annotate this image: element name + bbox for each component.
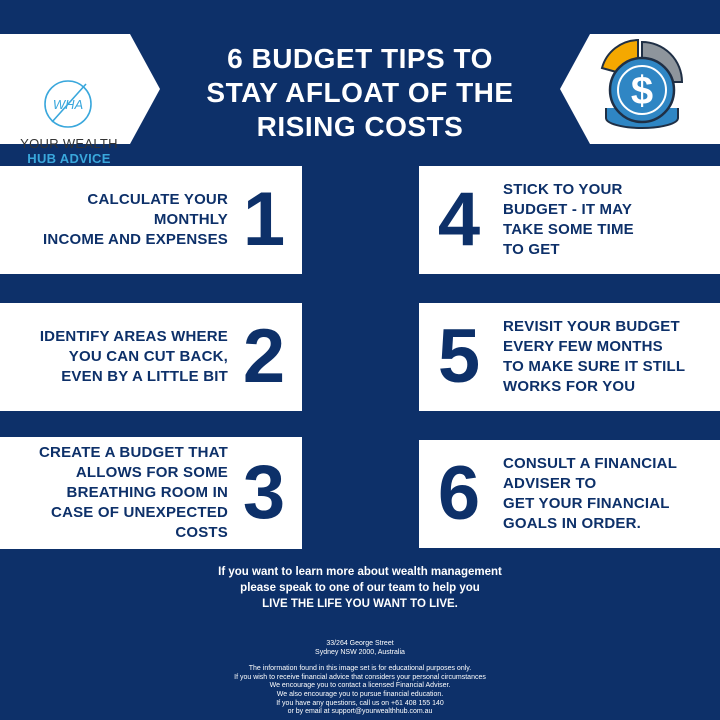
brand-name-line1: YOUR WEALTH <box>20 136 118 151</box>
footer <box>0 640 720 717</box>
tip-card-5 <box>419 303 720 411</box>
disclaimer-line: If you wish to receive financial advice that considers your personal circumstances <box>234 673 486 681</box>
tip-text-line: CASE OF UNEXPECTED <box>51 504 228 521</box>
tip-text-line: TO MAKE SURE IT STILL <box>503 358 686 375</box>
tip-text <box>39 443 228 543</box>
cta-line: LIVE THE LIFE YOU WANT TO LIVE. <box>262 598 458 610</box>
disclaimer-line: or by email at support@yourwealthhub.com.au <box>287 708 433 716</box>
tip-number: 3 <box>242 450 286 535</box>
tip-text-line: EVERY FEW MONTHS <box>503 338 663 355</box>
tip-number: 5 <box>437 314 481 399</box>
tip-text-line: MONTHLY <box>153 211 228 228</box>
tip-text-line: INCOME AND EXPENSES <box>43 231 228 248</box>
tip-card-4 <box>419 166 720 274</box>
tip-text-line: BUDGET - IT MAY <box>503 201 633 218</box>
tip-number: 4 <box>437 177 481 262</box>
tip-text <box>503 180 634 260</box>
tip-text-line: TO GET <box>503 241 560 258</box>
tip-text-line: CREATE A BUDGET THAT <box>39 444 228 461</box>
address-line: Sydney NSW 2000, Australia <box>315 648 405 656</box>
tip-text-line: TAKE SOME TIME <box>503 221 634 238</box>
tip-text-line: BREATHING ROOM IN <box>66 484 228 501</box>
tip-number: 1 <box>242 177 286 262</box>
icon-banner <box>560 34 720 144</box>
title-line: RISING COSTS <box>256 111 464 142</box>
cta-line: please speak to one of our team to help you <box>240 582 480 594</box>
disclaimer-line: The information found in this image set is for educational purposes only. <box>248 665 472 673</box>
page-title <box>170 42 550 144</box>
brand-name-line2: HUB ADVICE <box>27 151 111 166</box>
tip-card-3 <box>0 437 302 549</box>
tip-text-line: CALCULATE YOUR <box>87 191 228 208</box>
tip-text-line: ADVISER TO <box>503 475 597 492</box>
dollar-coin-pie-chart-icon <box>598 38 688 138</box>
disclaimer-line: We encourage you to contact a licensed Financial Adviser. <box>269 682 451 690</box>
svg-text:$: $ <box>630 69 654 113</box>
tip-text-line: WORKS FOR YOU <box>503 378 636 395</box>
tip-text <box>503 317 685 397</box>
tip-card-2 <box>0 303 302 411</box>
title-line: 6 BUDGET TIPS TO <box>227 43 493 74</box>
tip-text-line: GOALS IN ORDER. <box>503 515 642 532</box>
address-line: 33/264 George Street <box>326 640 394 647</box>
brand-logo-icon <box>42 78 94 130</box>
cta-line: If you want to learn more about wealth management <box>218 566 502 578</box>
tip-text-line: CONSULT A FINANCIAL <box>503 455 678 472</box>
tip-text-line: GET YOUR FINANCIAL <box>503 495 670 512</box>
tip-text-line: STICK TO YOUR <box>503 181 623 198</box>
logo-monogram: WHA <box>52 97 84 112</box>
tip-card-6 <box>419 440 720 548</box>
tip-text <box>503 454 677 534</box>
logo-banner <box>0 34 160 166</box>
tip-number: 6 <box>437 451 481 536</box>
tip-text <box>40 327 228 387</box>
tip-text-line: EVEN BY A LITTLE BIT <box>61 368 228 385</box>
disclaimer-line: If you have any questions, call us on +61 408 155 140 <box>276 699 444 707</box>
disclaimer-line: We also encourage you to pursue financial education. <box>276 690 444 698</box>
call-to-action <box>0 564 720 612</box>
tip-text-line: REVISIT YOUR BUDGET <box>503 318 680 335</box>
tip-card-1 <box>0 166 302 274</box>
tip-text-line: ALLOWS FOR SOME <box>75 464 228 481</box>
tip-text-line: IDENTIFY AREAS WHERE <box>39 328 228 345</box>
tip-text-line: YOU CAN CUT BACK, <box>68 348 228 365</box>
title-line: STAY AFLOAT OF THE <box>206 77 514 108</box>
tip-text-line: COSTS <box>175 524 228 541</box>
tip-number: 2 <box>242 314 286 399</box>
tip-text <box>43 190 228 250</box>
